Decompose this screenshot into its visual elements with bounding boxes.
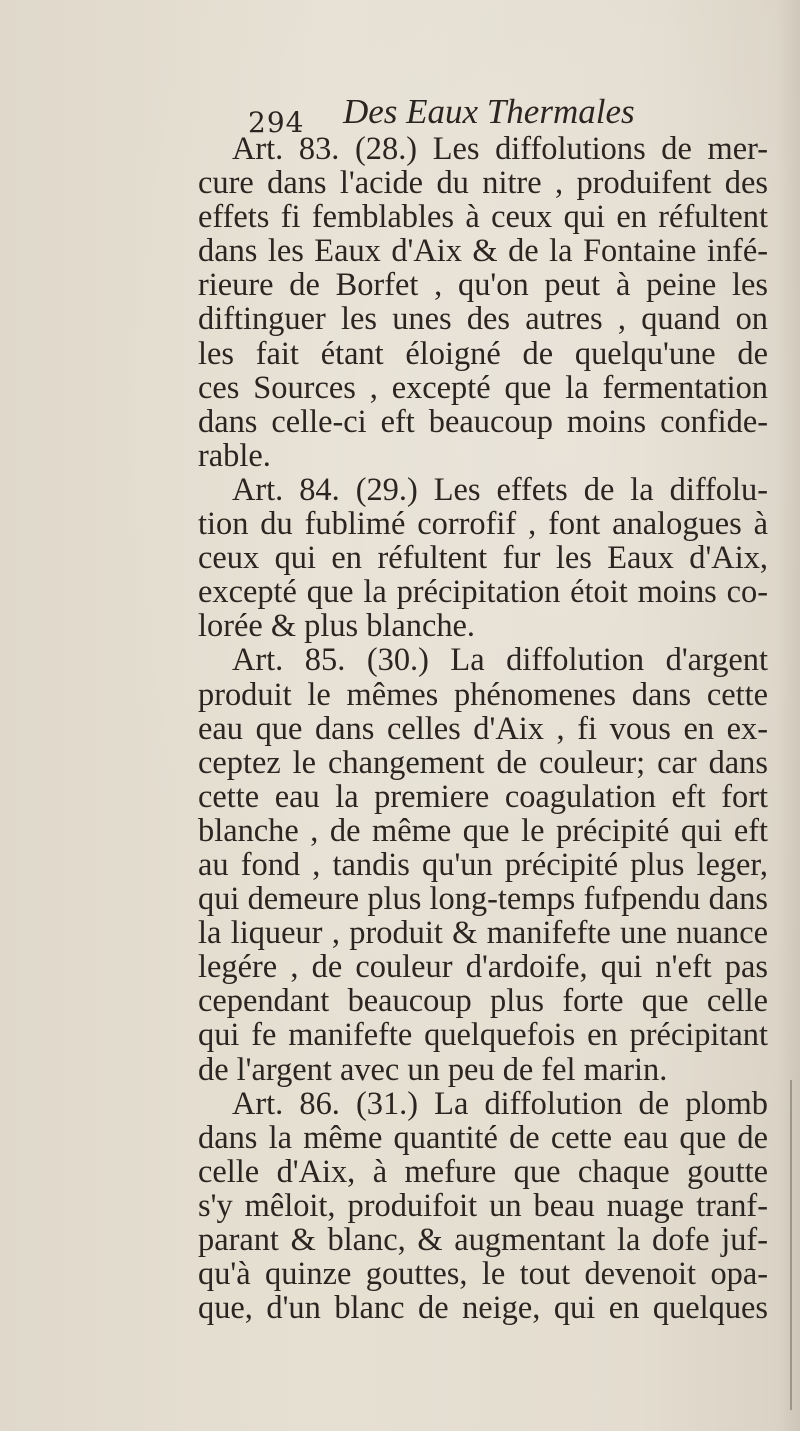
text-line: cure dans l'acide du nitre , produifent des <box>198 166 768 201</box>
text-line: dans celle-ci eft beaucoup moins confide- <box>198 404 768 439</box>
text-line: la liqueur , produit & manifefte une nuance <box>198 916 768 951</box>
running-head: Des Eaux Thermales <box>343 92 635 131</box>
text-line: ces Sources , excepté que la fermentation <box>198 370 768 405</box>
text-line: legére , de couleur d'ardoife, qui n'eft pas <box>198 950 768 985</box>
text-line: blanche , de même que le précipité qui eft <box>198 813 768 848</box>
body-text <box>198 132 768 1325</box>
text-line: qui demeure plus long-temps fufpendu dans <box>198 882 768 917</box>
text-line: celle d'Aix, à mefure que chaque goutte <box>198 1154 768 1189</box>
text-line: effets fi femblables à ceux qui en réfultent <box>198 200 768 235</box>
text-line: qui fe manifefte quelquefois en précipitant <box>198 1018 768 1053</box>
text-line: de l'argent avec un peu de fel marin. <box>198 1052 668 1087</box>
text-line: eau que dans celles d'Aix , fi vous en ex- <box>198 711 768 746</box>
text-line: Art. 84. (29.) Les effets de la diffolu- <box>232 472 768 508</box>
text-line: Art. 86. (31.) La diffolution de plomb <box>232 1086 768 1121</box>
text-line: dans les Eaux d'Aix & de la Fontaine infé- <box>198 234 768 269</box>
text-line: cependant beaucoup plus forte que celle <box>198 984 768 1019</box>
text-line: Art. 85. (30.) La diffolution d'argent <box>232 643 768 678</box>
text-line: cette eau la premiere coagulation eft fort <box>198 779 768 814</box>
page-edge-line <box>790 1080 792 1410</box>
text-line: tion du fublimé corrofif , font analogues à <box>198 507 768 542</box>
text-line: au fond , tandis qu'un précipité plus leger, <box>198 847 768 883</box>
text-line: lorée & plus blanche. <box>198 609 476 644</box>
text-line: parant & blanc, & augmentant la dofe juf- <box>198 1223 768 1258</box>
text-line: s'y mêloit, produifoit un beau nuage tranf- <box>198 1188 768 1223</box>
text-line: diftinguer les unes des autres , quand on <box>198 302 768 337</box>
text-line: que, d'un blanc de neige, qui en quelques <box>198 1291 768 1326</box>
text-line: les fait étant éloigné de quelqu'une de <box>198 336 768 371</box>
text-line: dans la même quantité de cette eau que de <box>198 1120 768 1155</box>
text-line: Art. 83. (28.) Les diffolutions de mer- <box>232 132 768 167</box>
text-line: rable. <box>198 438 271 473</box>
text-line: ceptez le changement de couleur; car dans <box>198 745 768 780</box>
text-line: rieure de Borfet , qu'on peut à peine les <box>198 268 768 303</box>
text-line: produit le mêmes phénomenes dans cette <box>198 677 768 712</box>
text-line: ceux qui en réfultent fur les Eaux d'Aix, <box>198 541 768 576</box>
text-line: qu'à quinze gouttes, le tout devenoit opa- <box>198 1257 768 1292</box>
page-number: 294 <box>248 106 305 139</box>
text-line: excepté que la précipitation étoit moins co- <box>198 575 768 610</box>
page-edge-shadow <box>778 0 800 1431</box>
